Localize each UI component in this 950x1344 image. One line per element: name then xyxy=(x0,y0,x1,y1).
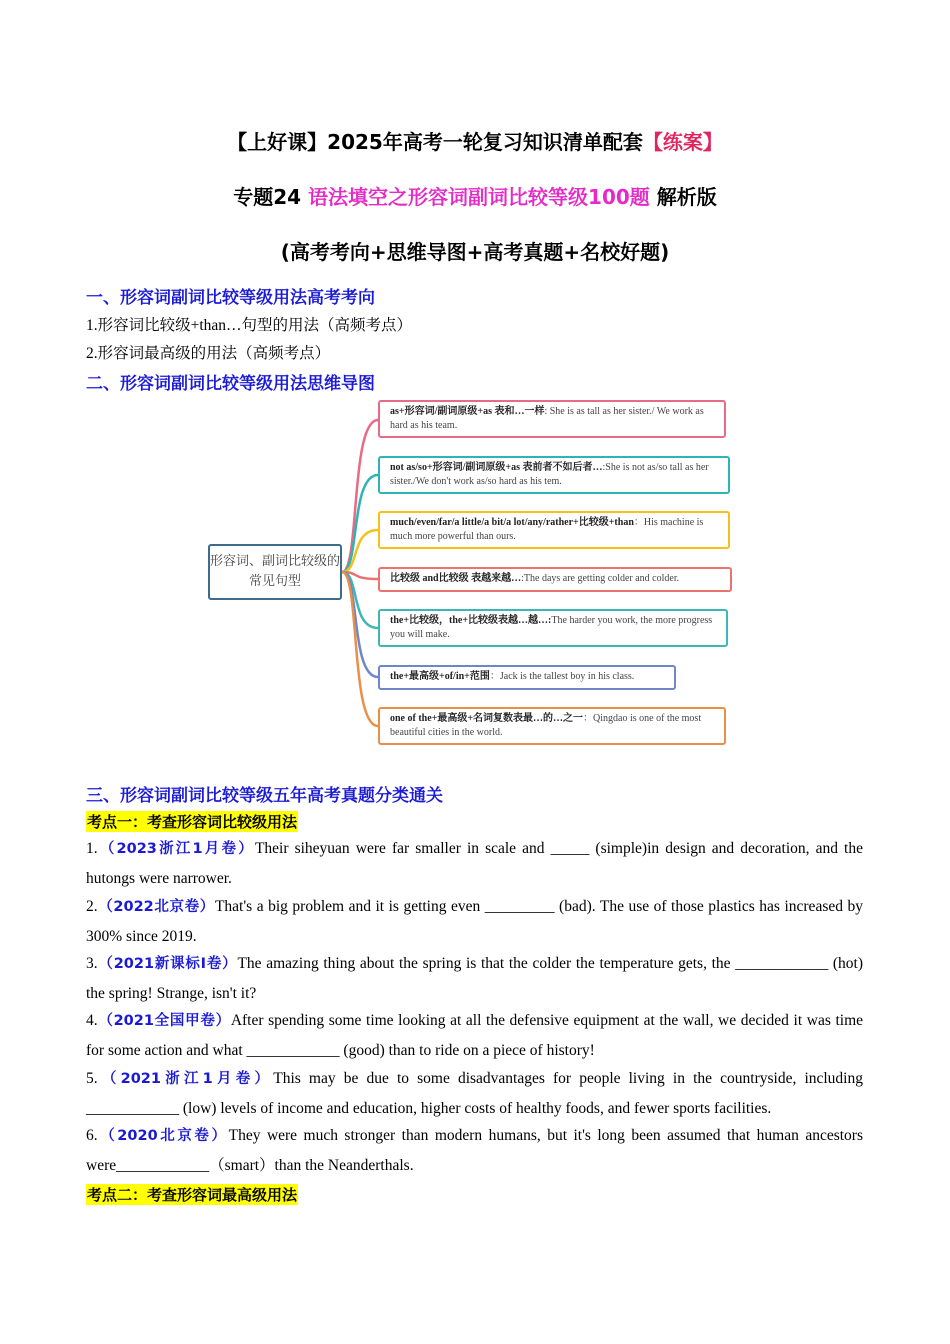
header-line-1 xyxy=(0,126,950,155)
branch-4: 比较级 and比较级 表越来越…:The days are getting colder and colder. xyxy=(378,567,732,592)
section1-heading: 一、形容词副词比较等级用法高考考向 xyxy=(86,288,375,308)
topic-suffix: 解析版 xyxy=(649,185,717,209)
question-2: 2.（2022北京卷）That's a big problem and it is getting even _________ (bad). The use of those plastics has increased by 300% since 2019. xyxy=(86,898,863,945)
header-line-3: (高考考向+思维导图+高考真题+名校好题) xyxy=(280,240,670,264)
header-title: 【上好课】2025年高考一轮复习知识清单配套 xyxy=(227,130,643,154)
question-4: 4.（2021全国甲卷）After spending some time looking at all the defensive equipment at the wall, we decided it was time for some action and what ____________ (good) than to ride on a piece of history! xyxy=(86,1012,864,1059)
question-1: 1.（2023浙江1月卷）Their siheyuan were far smaller in scale and _____ (simple)in design and decoration, and the hutongs were narrower. xyxy=(86,840,863,887)
question-5: 5.（2021浙江1月卷）This may be due to some disadvantages for people living in the countryside, including ____________ (low) levels of income and education, higher costs of healthy foods, and fewer sports facilities. xyxy=(86,1070,863,1117)
question-6: 6.（2020北京卷）They were much stronger than modern humans, but it's long been assumed that human ancestors were____________（smart）than the Neanderthals. xyxy=(86,1127,864,1174)
connector-6 xyxy=(342,572,378,677)
mind-map xyxy=(200,395,740,755)
connector-2 xyxy=(342,475,378,572)
topic-number: 专题24 xyxy=(233,185,309,209)
mind-map-center: 形容词、副词比较级的常见句型 xyxy=(208,544,342,600)
header-line-2 xyxy=(0,181,950,210)
question-3: 3.（2021新课标I卷）The amazing thing about the spring is that the colder the temperature gets, the ____________ (hot) the spring! Strange, isn't it? xyxy=(86,955,863,1002)
branch-6: the+最高级+of/in+范围：Jack is the tallest boy in his class. xyxy=(378,665,676,690)
branch-3: much/even/far/a little/a bit/a lot/any/rather+比较级+than：His machine is much more powerful than ours. xyxy=(378,511,730,549)
section2-heading: 二、形容词副词比较等级用法思维导图 xyxy=(86,374,375,394)
section1-item-2: 2.形容词最高级的用法（高频考点） xyxy=(86,345,331,362)
topic-title: 语法填空之形容词副词比较等级100题 xyxy=(308,185,650,209)
section3-heading: 三、形容词副词比较等级五年高考真题分类通关 xyxy=(86,786,443,806)
branch-2: not as/so+形容词/副词原级+as 表前者不如后者…:She is not as/so tall as her sister./We don't work as/so hard as his tem. xyxy=(378,456,730,494)
point-1-label: 考点一：考查形容词比较级用法 xyxy=(87,813,298,831)
branch-7: one of the+最高级+名词复数表最…的…之一：Qingdao is one of the most beautiful cities in the world. xyxy=(378,707,726,745)
point-2-label: 考点二：考查形容词最高级用法 xyxy=(87,1186,298,1204)
branch-5: the+比较级，the+比较级表越…越…:The harder you work, the more progress you will make. xyxy=(378,609,728,647)
header-tag: 【练案】 xyxy=(642,130,723,154)
branch-1: as+形容词/副词原级+as 表和…一样: She is as tall as her sister./ We work as hard as his team. xyxy=(378,400,726,438)
section1-item-1: 1.形容词比较级+than…句型的用法（高频考点） xyxy=(86,317,413,334)
